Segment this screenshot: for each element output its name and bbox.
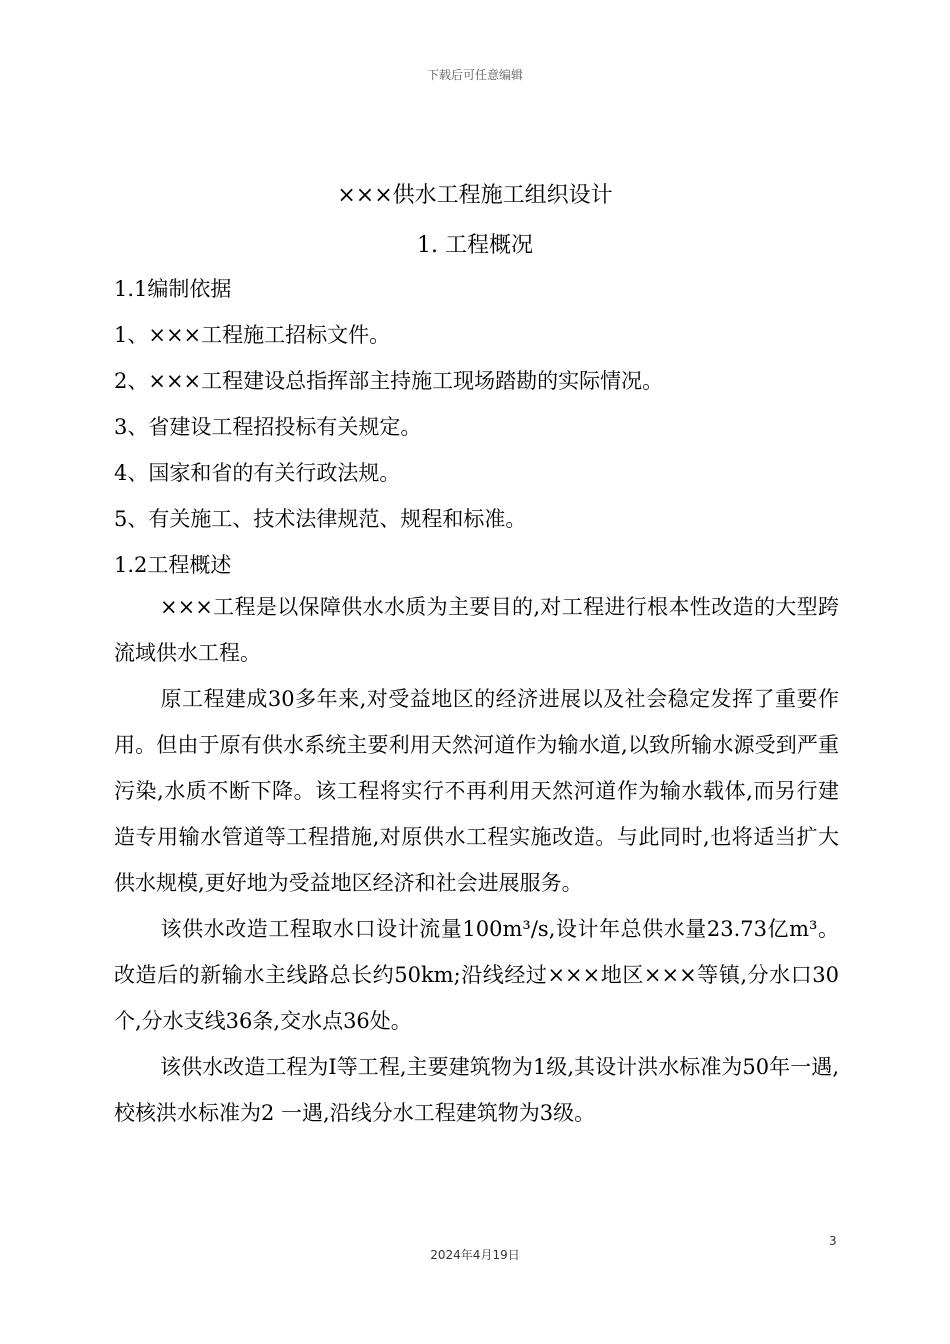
basis-item: 5、有关施工、技术法律规范、规程和标准。 bbox=[114, 507, 527, 531]
basis-item: 2、×××工程建设总指挥部主持施工现场踏勘的实际情况。 bbox=[114, 369, 664, 393]
paragraph bbox=[114, 584, 839, 676]
page-number: 3 bbox=[829, 1234, 837, 1248]
paragraph-text: 该供水改造工程为Ⅰ等工程,主要建筑物为1级,其设计洪水标准为50年一遇,校核洪水标准为2 一遇,沿线分水工程建筑物为3级。 bbox=[114, 1055, 839, 1125]
subsection-heading: 1.2工程概述 bbox=[114, 553, 232, 577]
paragraph bbox=[114, 906, 839, 1044]
body-text bbox=[114, 584, 839, 1136]
paragraph bbox=[114, 1044, 839, 1136]
paragraph bbox=[114, 676, 839, 906]
paragraph-text: 该供水改造工程取水口设计流量100m³/s,设计年总供水量23.73亿m³。改造后的新输水主线路总长约50km;沿线经过×××地区×××等镇,分水口30个,分水支线36条,交水点36处。 bbox=[114, 917, 839, 1033]
paragraph-text: 原工程建成30多年来,对受益地区的经济进展以及社会稳定发挥了重要作用。但由于原有供水系统主要利用天然河道作为输水道,以致所输水源受到严重污染,水质不断下降。该工程将实行不再利用天然河道作为输水载体,而另行建造专用输水管道等工程措施,对原供水工程实施改造。与此同时,也将适当扩大供水规模,更好地为受益地区经济和社会进展服务。 bbox=[114, 687, 839, 895]
basis-item: 4、国家和省的有关行政法规。 bbox=[114, 461, 401, 485]
page-header: 下载后可任意编辑 bbox=[426, 68, 523, 82]
basis-item: 3、省建设工程招投标有关规定。 bbox=[114, 415, 422, 439]
subsection-heading: 1.1编制依据 bbox=[114, 277, 232, 301]
footer-date: 2024年4月19日 bbox=[430, 1248, 520, 1262]
document-title: ×××供水工程施工组织设计 bbox=[337, 183, 613, 208]
paragraph-text: ×××工程是以保障供水水质为主要目的,对工程进行根本性改造的大型跨流域供水工程。 bbox=[114, 595, 839, 665]
basis-item: 1、×××工程施工招标文件。 bbox=[114, 323, 391, 347]
section-title: 1. 工程概况 bbox=[417, 233, 533, 258]
